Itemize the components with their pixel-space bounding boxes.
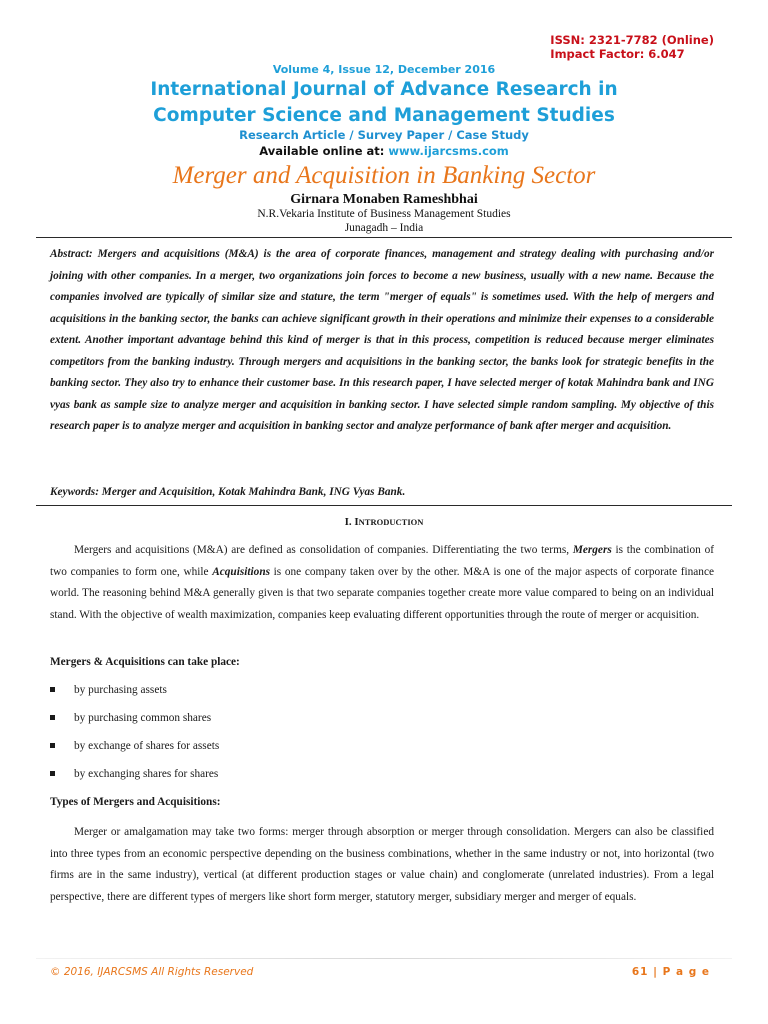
section-heading-rest: NTRODUCTION [358,517,424,527]
list-item-text: by exchange of shares for assets [74,740,220,752]
impact-factor-text: Impact Factor: 6.047 [550,47,685,61]
types-paragraph [50,822,714,908]
footer-page-number: 61 | P a g e [631,966,710,978]
types-paragraph-text: Merger or amalgamation may take two forms: merger through absorption or merger through consolidation. Mergers can also be classified into three types from an economic perspective depending on the business combinations, whether in the same industry or not, into horizontal (two firms are in the same industry), vertical (at different production stages or value chain) and conglomerate (unrelated industries). From a legal perspective, there are different types of mergers like short form merger, statutory merger, subsidiary merger and merger of equals. [50,826,714,903]
intro-paragraph [50,540,714,626]
available-online [0,144,768,158]
subheading-types: Types of Mergers and Acquisitions: [50,796,221,808]
intro-text-c: is the combination of two companies to form one, while [50,544,714,578]
journal-title-line2: Computer Science and Management Studies [153,105,615,126]
available-label: Available online at: [259,144,389,158]
paper-title: Merger and Acquisition in Banking Sector [172,162,596,189]
issn-text: ISSN: 2321-7782 (Online) [550,33,714,47]
keywords-text: Keywords: Merger and Acquisition, Kotak Mahindra Bank, ING Vyas Bank. [50,486,406,498]
subheading-ma-take-place: Mergers & Acquisitions can take place: [50,656,240,668]
list-item [50,740,219,752]
list-item [50,684,167,696]
divider-top [36,237,732,238]
section-number: I. [344,516,355,528]
abstract-text: Abstract: Mergers and acquisitions (M&A) is the area of corporate finances, management and strategy dealing with purchasing and/or joining with other companies. In a merger, two organizations join forces to become a new business, usually with a new name. Because the companies involved are typically of similar size and stature, the term "merger of equals" is sometimes used. With the help of mergers and acquisitions in the banking sector, the banks can achieve significant growth in their operations and minimize their expenses to a considerable extent. Another important advantage behind this kind of merger is that in this process, competition is reduced because merger eliminates competitors from the banking industry. Through mergers and acquisitions in the banking sector, the banks look for strategic benefits in the banking sector. They also try to enhance their customer base. In this research paper, I have selected merger of kotak Mahindra bank and ING vyas bank as sample size to analyze merger and acquisition in banking sector. I have selected simple random sampling. My objective of this research paper is to analyze merger and acquisition in banking sector and analyze performance of bank after merger and acquisition. [50,248,714,432]
journal-title-line1: International Journal of Advance Research in [150,79,618,100]
section-heading-introduction [0,516,768,528]
list-item [50,712,211,724]
bullet-icon [50,715,55,720]
list-item-text: by exchanging shares for shares [74,768,219,780]
intro-text-a: Mergers and acquisitions (M&A) are defined as consolidation of companies. Differentiating the two terms, [74,544,573,556]
article-types: Research Article / Survey Paper / Case Study [239,128,529,142]
intro-text-e: is one company taken over by the other. M&A is one of the major aspects of corporate finance world. The reasoning behind M&A generally given is that two separate companies together create more value compared to being on an individual stand. With the objective of wealth maximization, companies keep evaluating different opportunities through the route of merger or acquisition. [50,565,714,621]
bullet-icon [50,687,55,692]
section-heading-first: I [354,516,359,528]
bullet-icon [50,743,55,748]
issn-block [550,33,714,61]
author-name: Girnara Monaben Rameshbhai [290,192,478,207]
journal-url-link[interactable]: www.ijarcsms.com [388,144,509,158]
divider-bottom [36,505,732,506]
author-affiliation [0,207,768,235]
institute-name: N.R.Vekaria Institute of Business Management Studies [257,208,511,220]
volume-issue: Volume 4, Issue 12, December 2016 [272,63,496,76]
journal-title [0,77,768,129]
list-item-text: by purchasing common shares [74,712,212,724]
institute-location: Junagadh – India [344,222,424,234]
footer-copyright: © 2016, IJARCSMS All Rights Reserved [50,966,254,978]
list-item-text: by purchasing assets [74,684,167,696]
footer-divider [36,958,732,959]
intro-term-mergers: Mergers [572,544,612,556]
bullet-icon [50,771,55,776]
intro-term-acquisitions: Acquisitions [212,565,270,578]
list-item [50,768,218,780]
